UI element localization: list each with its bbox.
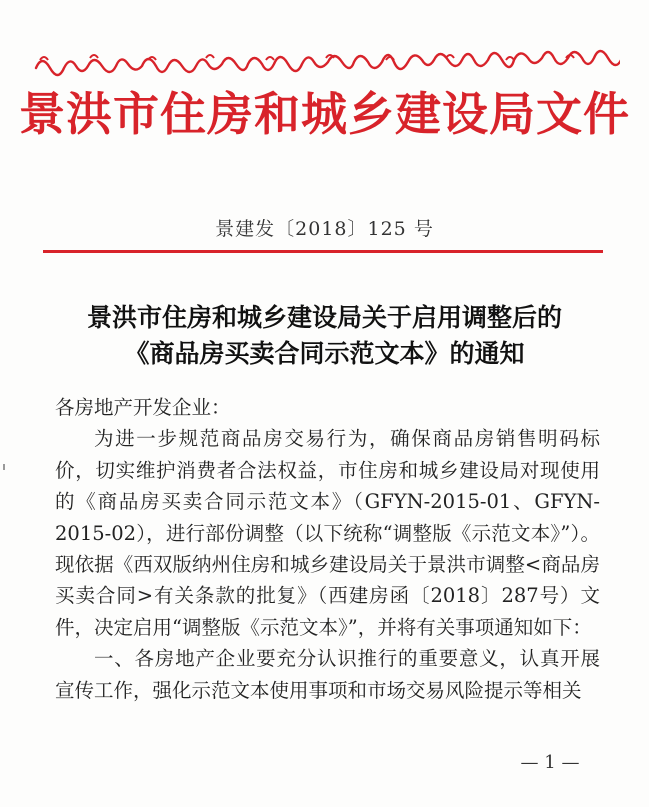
notice-title-line-1: 景洪市住房和城乡建设局关于启用调整后的 [86, 303, 562, 332]
scan-margin-mark [3, 464, 5, 470]
issuing-authority-title: 景洪市住房和城乡建设局文件 [19, 87, 630, 141]
document-number: 景建发〔2018〕125 号 [215, 218, 434, 240]
red-divider-line [43, 250, 603, 253]
body-paragraph-2: 一、各房地产企业要充分认识推行的重要意义，认真开展宣传工作，强化示范文本使用事项和市场交易风险提示等相关 [55, 647, 600, 702]
document-body [55, 392, 600, 706]
tai-script-header-line [30, 48, 620, 82]
notice-title-line-2: 《商品房买卖合同示范文本》的通知 [124, 339, 525, 368]
salutation: 各房地产开发企业： [55, 396, 231, 419]
page-number: — 1 — [520, 752, 580, 773]
body-paragraph-1: 为进一步规范商品房交易行为，确保商品房销售明码标价，切实维护消费者合法权益，市住房和城乡建设局对现使用的《商品房买卖合同示范文本》（GFYN-2015-01、GFYN-2015-02），进行部份调整（以下统称“调整版《示范文本》”）。现依据《西双版纳州住房和城乡建设局关于景洪市调整<商品房买卖合同>有关条款的批复》（西建房函〔2018〕287号）文件，决定启用“调整版《示范文本》”，并将有关事项通知如下： [55, 427, 600, 639]
notice-title [0, 300, 649, 372]
